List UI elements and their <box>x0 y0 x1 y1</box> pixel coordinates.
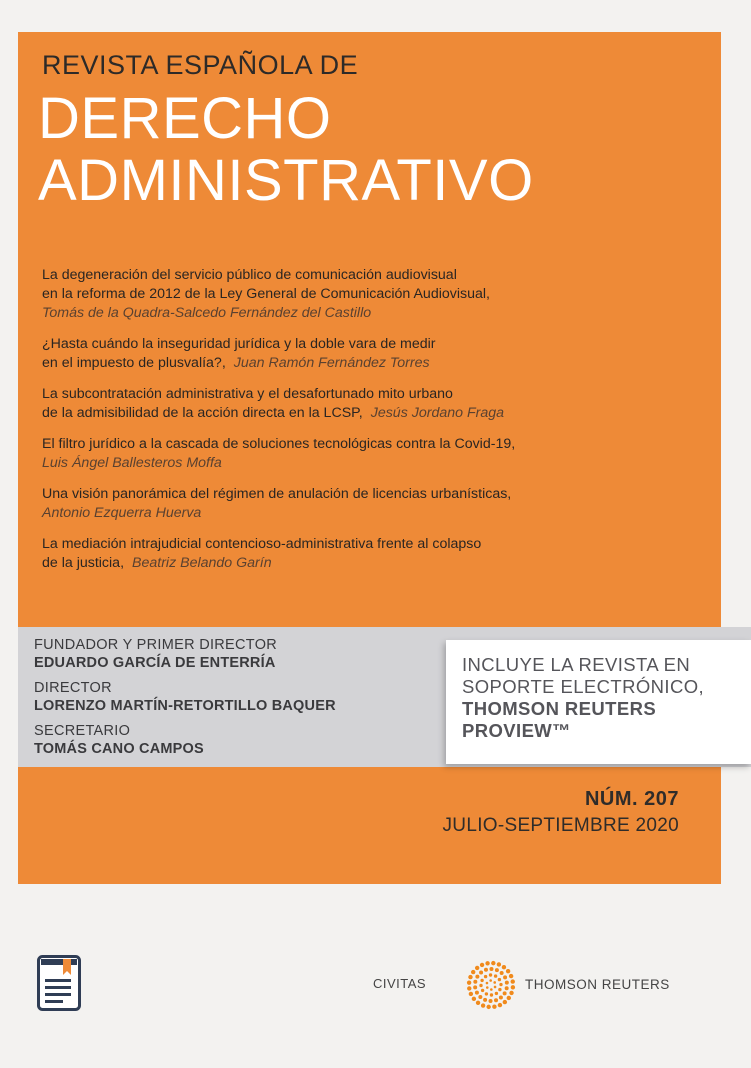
article-title-line: en la reforma de 2012 de la Ley General de Comunicación Audiovisual, <box>42 286 490 302</box>
journal-title-line1: DERECHO <box>38 86 332 151</box>
article-author: Beatriz Belando Garín <box>132 555 272 571</box>
article-title-line: El filtro jurídico a la cascada de soluciones tecnológicas contra la Covid-19, <box>42 436 516 452</box>
article-title-line: Una visión panorámica del régimen de anulación de licencias urbanísticas, <box>42 486 512 502</box>
founder-role: FUNDADOR Y PRIMER DIRECTOR <box>34 637 278 653</box>
article-list <box>42 266 682 585</box>
article-author: Jesús Jordano Fraga <box>370 405 505 421</box>
proview-brand-line: THOMSON REUTERS <box>462 698 657 719</box>
journal-title-line2: ADMINISTRATIVO <box>38 148 534 213</box>
issue-date: JULIO-SEPTIEMBRE 2020 <box>442 815 679 836</box>
article-item <box>42 435 682 473</box>
article-author: Tomás de la Quadra-Salcedo Fernández del Castillo <box>42 305 372 321</box>
thomson-reuters-publisher: THOMSON REUTERS <box>525 977 670 992</box>
director-name: LORENZO MARTÍN-RETORTILLO BAQUER <box>34 698 336 714</box>
article-author: Antonio Ezquerra Huerva <box>42 505 202 521</box>
article-author: Juan Ramón Fernández Torres <box>233 355 430 371</box>
article-item <box>42 485 682 523</box>
proview-line: INCLUYE LA REVISTA EN <box>462 654 691 675</box>
article-title-line: La degeneración del servicio público de comunicación audiovisual <box>42 267 457 283</box>
article-item <box>42 266 682 323</box>
article-item <box>42 335 682 373</box>
issue-number: NÚM. 207 <box>584 788 679 810</box>
article-item <box>42 535 682 573</box>
proview-line: SOPORTE ELECTRÓNICO, <box>462 676 705 697</box>
journal-title <box>38 88 534 212</box>
thomson-reuters-logo-icon <box>466 960 516 1010</box>
founder-name: EDUARDO GARCÍA DE ENTERRÍA <box>34 655 276 671</box>
article-title-line: La subcontratación administrativa y el desafortunado mito urbano <box>42 386 453 402</box>
ebook-icon <box>37 955 81 1011</box>
article-title-line: de la justicia, <box>42 555 125 571</box>
secretary-role: SECRETARIO <box>34 723 131 739</box>
article-title-line: en el impuesto de plusvalía?, <box>42 355 226 371</box>
civitas-publisher: CIVITAS <box>373 976 427 991</box>
editorial-staff <box>34 636 336 765</box>
proview-notice-text <box>462 654 704 742</box>
proview-brand-line: PROVIEW™ <box>462 720 572 741</box>
article-title-line: La mediación intrajudicial contencioso-administrativa frente al colapso <box>42 536 482 552</box>
article-item <box>42 385 682 423</box>
secretary-name: TOMÁS CANO CAMPOS <box>34 741 204 757</box>
article-author: Luis Ángel Ballesteros Moffa <box>42 455 222 471</box>
journal-subtitle: REVISTA ESPAÑOLA DE <box>42 50 359 80</box>
proview-notice-box <box>446 640 751 764</box>
director-role: DIRECTOR <box>34 680 112 696</box>
article-title-line: ¿Hasta cuándo la inseguridad jurídica y la doble vara de medir <box>42 336 436 352</box>
article-title-line: de la admisibilidad de la acción directa en la LCSP, <box>42 405 363 421</box>
